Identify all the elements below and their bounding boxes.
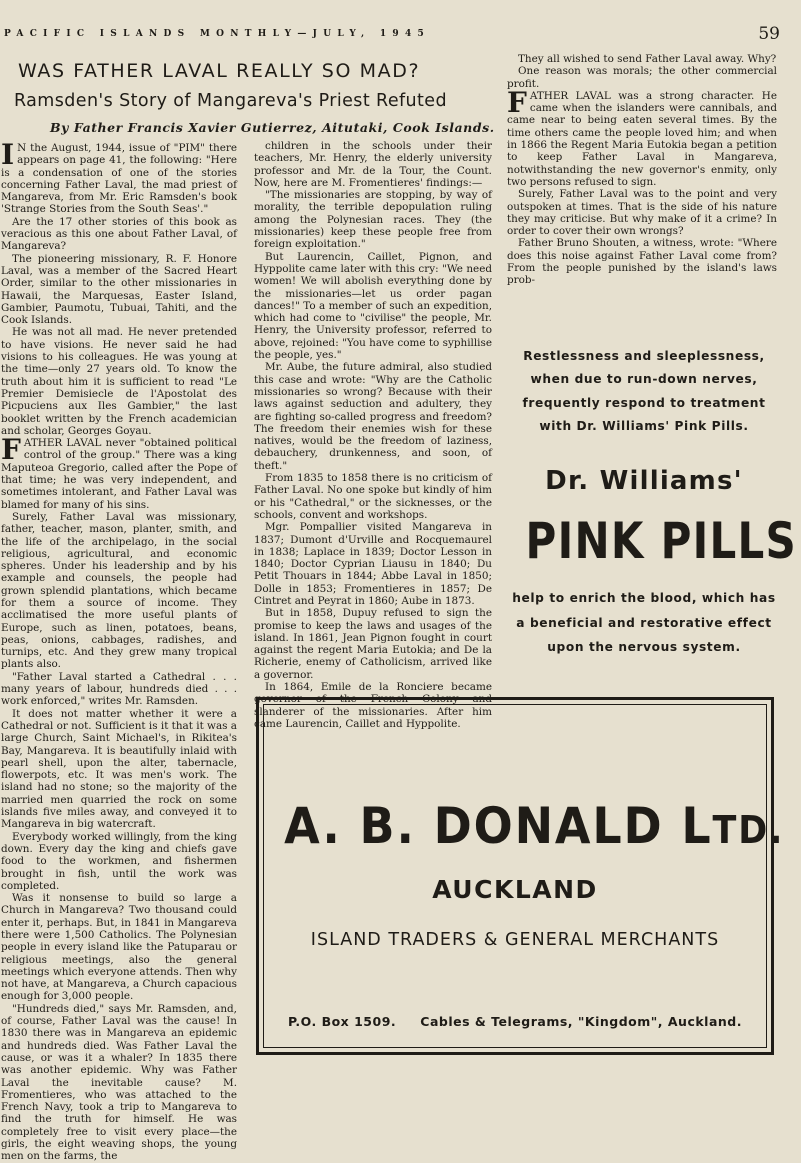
paragraph-text: "Father Laval started a Cathedral . . . many years of labour, hundreds died . . . work enforced," writes Mr. Ramsden.	[1, 670, 237, 708]
drop-cap: F	[507, 85, 527, 119]
pills-brand: Dr. Williams'	[545, 466, 743, 496]
paragraph	[1, 216, 237, 253]
paragraph-text: Mr. Aube, the future admiral, also studied this case and wrote: "Why are the Catholic missionaries so wrong? Because with their laws against seduction and adultery, they are fighting so-called progress and freedom? The freedom their enemies wish for these natives, would be the freedom of laziness, debauchery, drunkenness, and soon, of theft."	[254, 361, 492, 472]
paragraph	[507, 188, 777, 237]
paragraph-text: But Laurencin, Caillet, Pignon, and Hyppolite came later with this cry: "We need women! We will abolish everything done by the missionaries—let us order pagan dances!" To a member of such an expedition, which had come to "civilise" the people, Mr. Henry, the University professor, referred to above, rejoined: "You have come to syphillise the people, yes."	[254, 250, 492, 362]
benefit-line: help to enrich the blood, which has	[512, 591, 776, 605]
paragraph-text: In 1864, Emile de la Ronciere became governor of the French Colony and slanderer of the missionaries. After him came Laurencin, Caillet and Hyppolite.	[254, 681, 492, 730]
paragraph-text: Surely, Father Laval was missionary, father, teacher, mason, planter, smith, and the life of the archipelago, in the social religious, agricultural, and economic spheres. Under his leadership and by his example and counsels, the people had grown splendid plantations, which became for them a source of income. They acclimatised the more useful plants of Europe, such as linen, potatoes, beans, peas, onions, cabbages, radishes, and turnips, etc. And they grew many tropical plants also.	[1, 510, 237, 671]
paragraph-text: Father Bruno Shouten, a witness, wrote: "Where does this noise against Father Laval come from? From the people punished by the island's laws prob-	[507, 237, 777, 287]
benefit-line: a beneficial and restorative effect	[516, 615, 772, 630]
paragraph	[254, 140, 492, 189]
paragraph-text: Are the 17 other stories of this book as veracious as this one about Father Laval, of Mangareva?	[1, 215, 237, 253]
paragraph-text: Mgr. Pompallier visited Mangareva in 1837; Dumont d'Urville and Rocquemaurel in 1838; Laplace in 1839; Doctor Lesson in 1840; Doctor Cyprian Liausu in 1840; Du Petit Thouars in 1844; Abbe Laval in 1850; Dolle in 1853; Fromentieres in 1857; De Cintret and Peyrat in 1860; Aube in 1873.	[254, 521, 492, 607]
paragraph-text: From 1835 to 1858 there is no criticism of Father Laval. No one spoke but kindly of him or his "Cathedral," or the sicknesses, or the schools, convent and workshops.	[254, 472, 492, 521]
paragraph	[507, 53, 777, 65]
paragraph	[1, 892, 237, 1003]
byline: By Father Francis Xavier Gutierrez, Aitutaki, Cook Islands.	[50, 120, 495, 135]
advertisement-inner-border	[263, 704, 785, 1048]
page-number: 59	[758, 24, 780, 44]
paragraph	[254, 472, 492, 521]
tagline-line: when due to run-down nerves,	[530, 372, 758, 387]
article-column-1	[1, 138, 237, 1163]
paragraph	[1, 253, 237, 327]
paragraph	[507, 237, 777, 286]
donald-advertisement	[256, 697, 785, 1055]
paragraph	[254, 607, 492, 681]
pink-pills-advertisement	[503, 340, 798, 670]
pills-product-name: PINK PILLS	[525, 512, 798, 570]
paragraph-text: The pioneering missionary, R. F. Honore Laval, was a member of the Sacred Heart Order, similar to the other missionaries in Hawaii, the Marquesas, Easter Island, Gambier, Paumotu, Tubuai, Tahiti, and the Cook Islands.	[1, 252, 237, 327]
paragraph	[254, 251, 492, 362]
paragraph	[1, 708, 237, 831]
company-city: AUCKLAND	[432, 875, 598, 904]
tagline-line: with Dr. Williams' Pink Pills.	[539, 419, 749, 434]
article-column-2	[254, 140, 492, 730]
paragraph	[1, 671, 237, 708]
paragraph-text: ATHER LAVAL was a strong character. He came when the islanders were cannibals, and came near to being eaten several times. By the time others came the people loved him; and when in 1866 the Regent Maria Eutokia began a petition to keep Father Laval in Mangareva, notwithstanding the new governor's enmity, only two persons refused to sign.	[507, 89, 777, 188]
paragraph	[254, 521, 492, 607]
company-contact	[288, 1014, 742, 1034]
running-head: PACIFIC ISLANDS MONTHLY—JULY, 1945	[4, 29, 431, 39]
paragraph-text: N the August, 1944, issue of "PIM" there appears on page 41, the following: "Here is a condensation of one of the stories concerning Father Laval, the mad priest of Mangareva, from Mr. Eric Ramsden's book 'Strange Stories from the South Seas'."	[1, 142, 237, 216]
drop-cap: I	[1, 138, 15, 171]
article-column-3	[507, 53, 777, 307]
paragraph	[507, 85, 777, 188]
paragraph	[1, 326, 237, 437]
article-subtitle: Ramsden's Story of Mangareva's Priest Refuted	[14, 91, 447, 111]
paragraph	[1, 511, 237, 671]
paragraph-text: It does not matter whether it were a Cathedral or not. Sufficient is it that it was a large Church, Saint Michael's, in Rikitea's Bay, Mangareva. It is beautifully inlaid with pearl shell, upon the alter, tabernacle, flowerpots, etc. It was men's work. The island had no stone; so the majority of the married men quarried the rock on some islands five miles away, and conveyed it to Mangareva in big watercraft.	[1, 707, 237, 831]
tagline-line: frequently respond to treatment	[522, 395, 766, 410]
company-name	[284, 797, 785, 855]
paragraph-text: "The missionaries are stopping, by way of morality, the terrible depopulation ruling among the Polynesian races. They (the missionaries) keep these people free from foreign exploitation."	[254, 189, 492, 251]
benefit-line: upon the nervous system.	[547, 640, 741, 654]
paragraph-text: But in 1858, Dupuy refused to sign the promise to keep the laws and usages of the island. In 1861, Jean Pignon fought in court against the regent Maria Eutokia; and De la Richerie, enemy of Catholicism, arrived like a governor.	[254, 607, 492, 681]
company-name-main: A. B. DONALD L	[284, 797, 713, 855]
paragraph	[1, 1003, 237, 1163]
company-trade: ISLAND TRADERS & GENERAL MERCHANTS	[310, 930, 720, 950]
tagline-line: Restlessness and sleeplessness,	[523, 349, 765, 363]
paragraph-text: They all wished to send Father Laval away. Why?	[518, 53, 777, 65]
paragraph	[1, 831, 237, 892]
paragraph-text: Surely, Father Laval was to the point and very outspoken at times. That is the side of his nature they may criticise. But why make of it a crime? In order to cover their own wrongs?	[507, 188, 777, 238]
drop-cap: F	[1, 433, 21, 467]
paragraph	[507, 65, 777, 90]
paragraph-text: ATHER LAVAL never "obtained political control of the group." There was a king Maputeoa Gregorio, called after the Pope of that time; he was very independent, and sometimes intolerant, and Father Laval was blamed for many of his sins.	[1, 437, 237, 511]
company-name-suffix: TD.	[712, 808, 785, 852]
paragraph-text: Was it nonsense to build so large a Church in Mangareva? Two thousand could enter it, perhaps. But, in 1841 in Mangareva there were 1,500 Catholics. The Polynesian people in every island like the Patuparau or religious meetings, also the general meetings which everyone attends. Then why not have, at Mangareva, a Church capacious enough for 3,000 people.	[1, 892, 237, 1003]
paragraph	[254, 189, 492, 250]
paragraph-text: One reason was morals; the other commercial profit.	[507, 65, 777, 90]
pills-benefit	[503, 586, 785, 660]
paragraph	[1, 433, 237, 511]
paragraph-text: Everybody worked willingly, from the king down. Every day the king and chiefs gave food to the workmen, and fishermen brought in fish, until the work was completed.	[1, 830, 237, 892]
article-title: WAS FATHER LAVAL REALLY SO MAD?	[18, 60, 421, 82]
pills-tagline	[503, 345, 785, 439]
paragraph-text: He was not all mad. He never pretended to have visions. He never said he had visions to his colleagues. He was young at the time—only 27 years old. To know the truth about him it is sufficient to read "Le Premier Demisiecle de l'Apostolat des Picpuciens aux Iles Gambier," the last booklet written by the French academician and scholar, Georges Goyau.	[1, 326, 237, 437]
po-box: P.O. Box 1509.	[288, 1014, 397, 1029]
paragraph	[254, 361, 492, 472]
cable-address: Cables & Telegrams, "Kingdom", Auckland.	[420, 1014, 742, 1029]
paragraph	[1, 138, 237, 216]
paragraph-text: children in the schools under their teachers, Mr. Henry, the elderly university professor and Mr. de la Tour, the Count. Now, here are M. Fromentieres' findings:—	[254, 140, 492, 189]
paragraph-text: "Hundreds died," says Mr. Ramsden, and, of course, Father Laval was the cause! In 1830 there was in Mangareva an epidemic and hundreds died. Was Father Laval the cause, or was it a whaler? In 1835 there was another epidemic. Why was Father Laval the inevitable cause? M. Fromentieres, who was attached to the French Navy, took a trip to Mangareva to find the truth for himself. He was completely free to visit every place—the girls, the eight weaving shops, the young men on the farms, the	[1, 1002, 237, 1163]
